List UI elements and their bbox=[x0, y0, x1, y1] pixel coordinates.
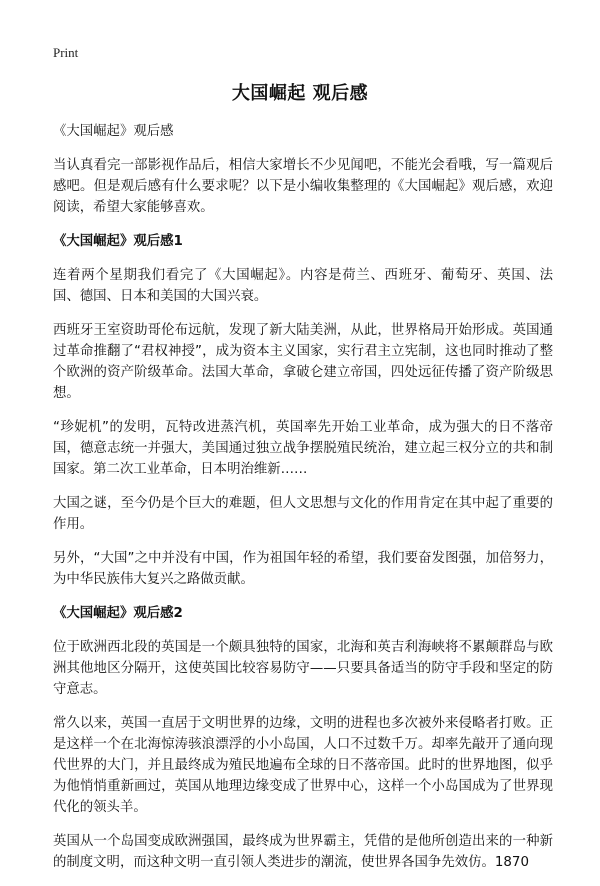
article-body bbox=[53, 121, 553, 886]
paragraph: 英国从一个岛国变成欧洲强国，最终成为世界霸主，凭借的是他所创造出来的一种新的制度文明，而这种文明一直引领人类进步的潮流，使世界各国争先效仿。1870 bbox=[53, 834, 553, 870]
paragraph: “珍妮机”的发明，瓦特改进蒸汽机，英国率先开始工业革命，成为强大的日不落帝国，德意志统一并强大，美国通过独立战争摆脱殖民统治，建立起三权分立的共和制国家。第二次工业革命，日本明治维新…… bbox=[53, 420, 553, 477]
print-link[interactable]: Print bbox=[53, 45, 79, 60]
paragraph: 位于欧洲西北段的英国是一个颇具独特的国家，北海和英吉利海峡将不累颠群岛与欧洲其他地区分隔开，这使英国比较容易防守——只要具备适当的防守手段和坚定的防守意志。 bbox=[53, 640, 553, 697]
section-heading-2: 《大国崛起》观后感2 bbox=[53, 606, 183, 621]
paragraph: 连着两个星期我们看完了《大国崛起》。内容是荷兰、西班牙、葡萄牙、英国、法国、德国、日本和美国的大国兴衰。 bbox=[53, 268, 553, 304]
paragraph: 大国之谜，至今仍是个巨大的难题，但人文思想与文化的作用肯定在其中起了重要的作用。 bbox=[53, 496, 553, 532]
article-subtitle: 《大国崛起》观后感 bbox=[53, 124, 174, 139]
paragraph: 西班牙王室资助哥伦布远航，发现了新大陆美洲，从此，世界格局开始形成。英国通过革命推翻了“君权神授”，成为资本主义国家，实行君主立宪制，这也同时推动了整个欧洲的资产阶级革命。法国大革命，拿破仑建立帝国，四处远征传播了资产阶级思想。 bbox=[53, 323, 553, 401]
page-title: 大国崛起 观后感 bbox=[231, 83, 369, 104]
section-heading-1: 《大国崛起》观后感1 bbox=[53, 234, 183, 249]
intro-paragraph: 当认真看完一部影视作品后，相信大家增长不少见闻吧，不能光会看哦，写一篇观后感吧。但是观后感有什么要求呢？以下是小编收集整理的《大国崛起》观后感，欢迎阅读，希望大家能够喜欢。 bbox=[53, 158, 553, 215]
paragraph: 另外，“大国”之中并没有中国，作为祖国年轻的希望，我们要奋发图强，加倍努力，为中华民族伟大复兴之路做贡献。 bbox=[53, 551, 553, 587]
paragraph: 常久以来，英国一直居于文明世界的边缘，文明的进程也多次被外来侵略者打败。正是这样一个在北海惊涛骇浪漂浮的小小岛国，人口不过数千万。却率先敲开了通向现代世界的大门，并且最终成为殖民地遍布全球的日不落帝国。此时的世界地图，似乎为他悄悄重新画过，英国从地理边缘变成了世界中心，这样一个小岛国成为了世界现代化的领头羊。 bbox=[53, 716, 553, 815]
